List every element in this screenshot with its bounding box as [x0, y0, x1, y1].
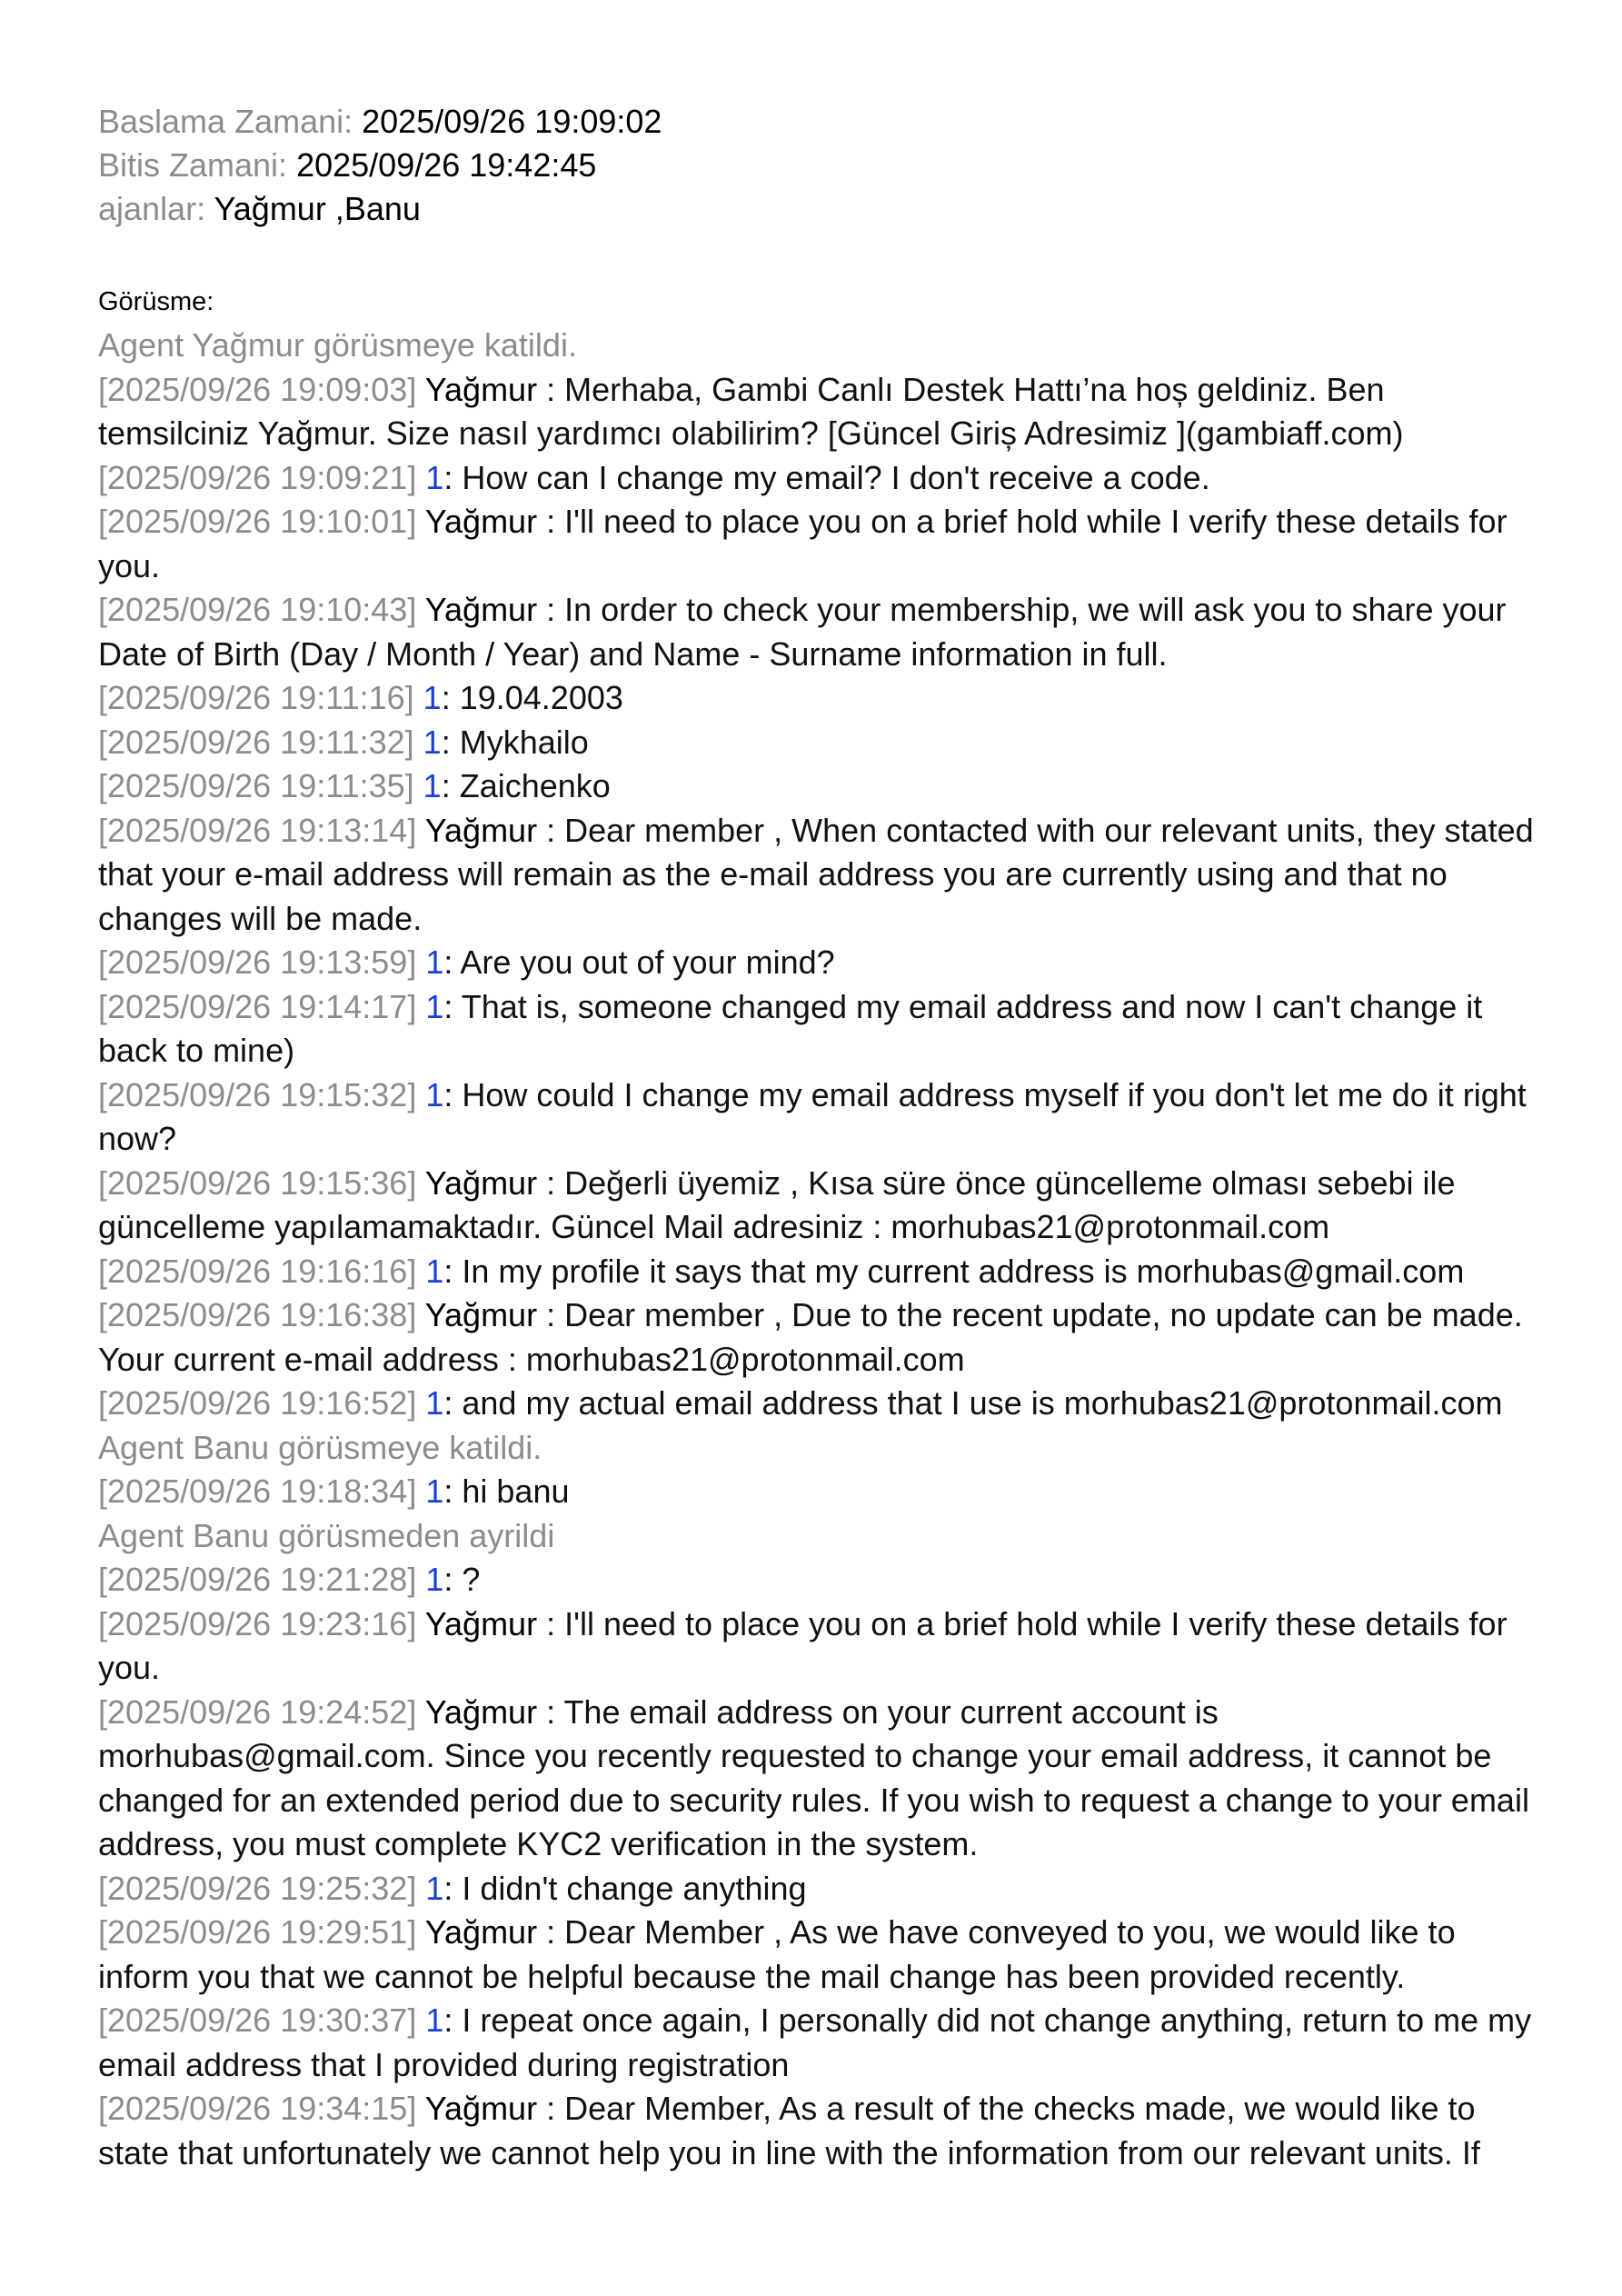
message-text: In my profile it says that my current address is morhubas@gmail.com — [462, 1252, 1465, 1290]
message-separator: : — [537, 1604, 565, 1642]
chat-message — [98, 764, 1534, 809]
transcript-log — [98, 324, 1534, 2175]
message-timestamp: [2025/09/26 19:18:34] — [98, 1472, 417, 1510]
message-separator: : — [537, 2090, 565, 2127]
chat-message — [98, 1558, 1534, 1602]
message-speaker: 1 — [423, 767, 442, 804]
message-text: The email address on your current account is morhubas@gmail.com. Since you recently requested to change your email address, it cannot be changed for an extended period due to security rules. If you wish to request a change to your email address, you must complete KYC2 verification in the system. — [98, 1692, 1529, 1862]
session-meta — [98, 100, 1531, 231]
message-text: Merhaba, Gambi Canlı Destek Hattı’na hoș geldiniz. Ben temsilciniz Yağmur. Size nasıl yardımcı olabilirim? [Güncel Giriș Adresimiz ](gambiaff.com) — [98, 370, 1404, 452]
message-text: 19.04.2003 — [459, 679, 623, 716]
agents-row — [98, 187, 1531, 231]
message-speaker: 1 — [425, 1075, 444, 1113]
message-timestamp: [2025/09/26 19:21:28] — [98, 1561, 417, 1598]
message-separator: : — [441, 679, 460, 716]
message-speaker: 1 — [423, 679, 442, 716]
system-event: Agent Banu görüsmeye katildi. — [98, 1428, 542, 1466]
chat-message — [98, 985, 1534, 1073]
message-text: and my actual email address that I use is morhubas21@protonmail.com — [462, 1384, 1503, 1422]
message-speaker: 1 — [425, 458, 444, 496]
start-time-value: 2025/09/26 19:09:02 — [362, 103, 662, 140]
message-speaker: 1 — [425, 943, 444, 981]
message-separator: : — [443, 458, 463, 496]
message-text: How could I change my email address myself if you don't let me do it right now? — [98, 1075, 1527, 1157]
message-separator: : — [537, 503, 565, 540]
message-separator: : — [443, 1075, 463, 1113]
chat-message — [98, 1911, 1534, 1999]
message-timestamp: [2025/09/26 19:11:35] — [98, 767, 414, 804]
message-text: Are you out of your mind? — [460, 943, 835, 981]
chat-message — [98, 2087, 1534, 2175]
message-timestamp: [2025/09/26 19:30:37] — [98, 2002, 417, 2039]
message-text: Dear Member, As a result of the checks made, we would like to state that unfortunately we cannot help you in line with the information from our relevant units. If — [98, 2090, 1480, 2171]
message-separator: : — [443, 1472, 463, 1510]
end-time-label: Bitis Zamani: — [98, 146, 288, 184]
message-text: Mykhailo — [459, 723, 589, 761]
system-event: Agent Yağmur görüsmeye katildi. — [98, 326, 577, 364]
message-timestamp: [2025/09/26 19:34:15] — [98, 2090, 417, 2127]
system-event: Agent Banu görüsmeden ayrildi — [98, 1516, 555, 1554]
message-text: I'll need to place you on a brief hold while I verify these details for you. — [98, 503, 1508, 584]
message-timestamp: [2025/09/26 19:16:16] — [98, 1252, 417, 1290]
message-speaker: Yağmur — [424, 370, 538, 408]
chat-message — [98, 1602, 1534, 1691]
message-timestamp: [2025/09/26 19:13:14] — [98, 811, 417, 849]
message-text: Dear member , Due to the recent update, no update can be made. Your current e-mail address : morhubas21@protonmail.com — [98, 1296, 1523, 1378]
message-timestamp: [2025/09/26 19:14:17] — [98, 987, 417, 1025]
message-speaker: 1 — [425, 1561, 444, 1598]
message-timestamp: [2025/09/26 19:16:38] — [98, 1296, 417, 1333]
chat-message — [98, 809, 1534, 942]
chat-message — [98, 1293, 1534, 1382]
chat-message — [98, 368, 1534, 456]
end-time-row — [98, 144, 1531, 187]
message-separator: : — [537, 591, 565, 628]
message-text: That is, someone changed my email address and now I can't change it back to mine) — [98, 987, 1483, 1069]
end-time-value: 2025/09/26 19:42:45 — [296, 146, 597, 184]
message-separator: : — [537, 1296, 565, 1333]
message-separator: : — [443, 943, 461, 981]
chat-message — [98, 1162, 1534, 1250]
message-text: Değerli üyemiz , Kısa süre önce güncelleme olması sebebi ile güncelleme yapılamamaktadır. Güncel Mail adresiniz : morhubas21@protonmail.com — [98, 1163, 1456, 1245]
agents-value: Yağmur ,Banu — [214, 190, 421, 227]
chat-message — [98, 1691, 1534, 1867]
message-separator: : — [441, 767, 460, 804]
message-timestamp: [2025/09/26 19:25:32] — [98, 1869, 417, 1907]
chat-message — [98, 456, 1534, 501]
message-separator: : — [443, 987, 462, 1025]
start-time-row — [98, 100, 1531, 144]
message-speaker: Yağmur — [424, 1913, 538, 1951]
chat-message — [98, 500, 1534, 588]
message-separator: : — [537, 1692, 564, 1731]
message-timestamp: [2025/09/26 19:29:51] — [98, 1913, 417, 1951]
message-speaker: Yağmur — [424, 1692, 538, 1731]
message-separator: : — [443, 1561, 463, 1598]
message-speaker: Yağmur — [424, 1163, 538, 1202]
chat-message — [98, 676, 1534, 721]
chat-message — [98, 588, 1534, 676]
message-speaker: 1 — [425, 1869, 444, 1907]
message-speaker: 1 — [425, 987, 444, 1025]
message-separator: : — [537, 1913, 565, 1951]
message-speaker: Yağmur — [424, 1296, 538, 1333]
message-speaker: 1 — [425, 1472, 444, 1510]
message-timestamp: [2025/09/26 19:16:52] — [98, 1384, 417, 1422]
message-text: Zaichenko — [459, 767, 611, 804]
message-text: I repeat once again, I personally did not change anything, return to me my email address that I provided during registration — [98, 2002, 1532, 2083]
message-timestamp: [2025/09/26 19:10:01] — [98, 503, 417, 540]
conversation-heading: Görüsme: — [98, 287, 214, 316]
message-speaker: Yağmur — [424, 2090, 538, 2127]
message-speaker: 1 — [425, 1252, 444, 1290]
chat-message — [98, 1382, 1534, 1426]
message-timestamp: [2025/09/26 19:13:59] — [98, 943, 417, 981]
message-speaker: Yağmur — [424, 1604, 538, 1642]
message-timestamp: [2025/09/26 19:23:16] — [98, 1604, 417, 1642]
message-timestamp: [2025/09/26 19:24:52] — [98, 1692, 417, 1731]
message-timestamp: [2025/09/26 19:11:32] — [98, 723, 414, 761]
message-timestamp: [2025/09/26 19:11:16] — [98, 679, 414, 716]
chat-message — [98, 1073, 1534, 1162]
message-separator: : — [537, 370, 565, 408]
message-separator: : — [443, 2002, 463, 2039]
message-separator: : — [537, 811, 565, 849]
message-separator: : — [443, 1252, 463, 1290]
message-separator: : — [443, 1384, 463, 1422]
message-timestamp: [2025/09/26 19:10:43] — [98, 591, 417, 628]
message-speaker: Yağmur — [424, 591, 538, 628]
message-text: In order to check your membership, we will ask you to share your Date of Birth (Day / Month / Year) and Name - Surname information in full. — [98, 591, 1507, 673]
message-speaker: 1 — [425, 2002, 444, 2039]
chat-message — [98, 941, 1534, 985]
message-text: Dear member , When contacted with our relevant units, they stated that your e-mail address will remain as the e-mail address you are currently using and that no changes will be made. — [98, 811, 1534, 937]
message-speaker: Yağmur — [424, 811, 538, 849]
agents-label: ajanlar: — [98, 190, 206, 227]
message-timestamp: [2025/09/26 19:15:32] — [98, 1075, 417, 1113]
chat-message — [98, 1867, 1534, 1912]
message-timestamp: [2025/09/26 19:09:03] — [98, 370, 417, 408]
message-speaker: 1 — [423, 723, 442, 761]
message-speaker: Yağmur — [424, 503, 538, 540]
chat-message — [98, 721, 1534, 765]
chat-message — [98, 1250, 1534, 1294]
message-separator: : — [537, 1163, 565, 1202]
chat-message — [98, 1999, 1534, 2087]
message-separator: : — [441, 723, 460, 761]
message-text: I'll need to place you on a brief hold while I verify these details for you. — [98, 1604, 1508, 1686]
message-timestamp: [2025/09/26 19:09:21] — [98, 458, 417, 496]
message-text: ? — [462, 1561, 481, 1598]
message-speaker: 1 — [425, 1384, 444, 1422]
message-text: How can I change my email? I don't receive a code. — [462, 458, 1210, 496]
message-text: hi banu — [462, 1472, 570, 1510]
message-timestamp: [2025/09/26 19:15:36] — [98, 1163, 417, 1202]
chat-message — [98, 1470, 1534, 1514]
message-separator: : — [443, 1869, 463, 1907]
message-text: I didn't change anything — [462, 1869, 807, 1907]
message-text: Dear Member , As we have conveyed to you, we would like to inform you that we cannot be helpful because the mail change has been provided recently. — [98, 1913, 1456, 1995]
start-time-label: Baslama Zamani: — [98, 103, 353, 140]
